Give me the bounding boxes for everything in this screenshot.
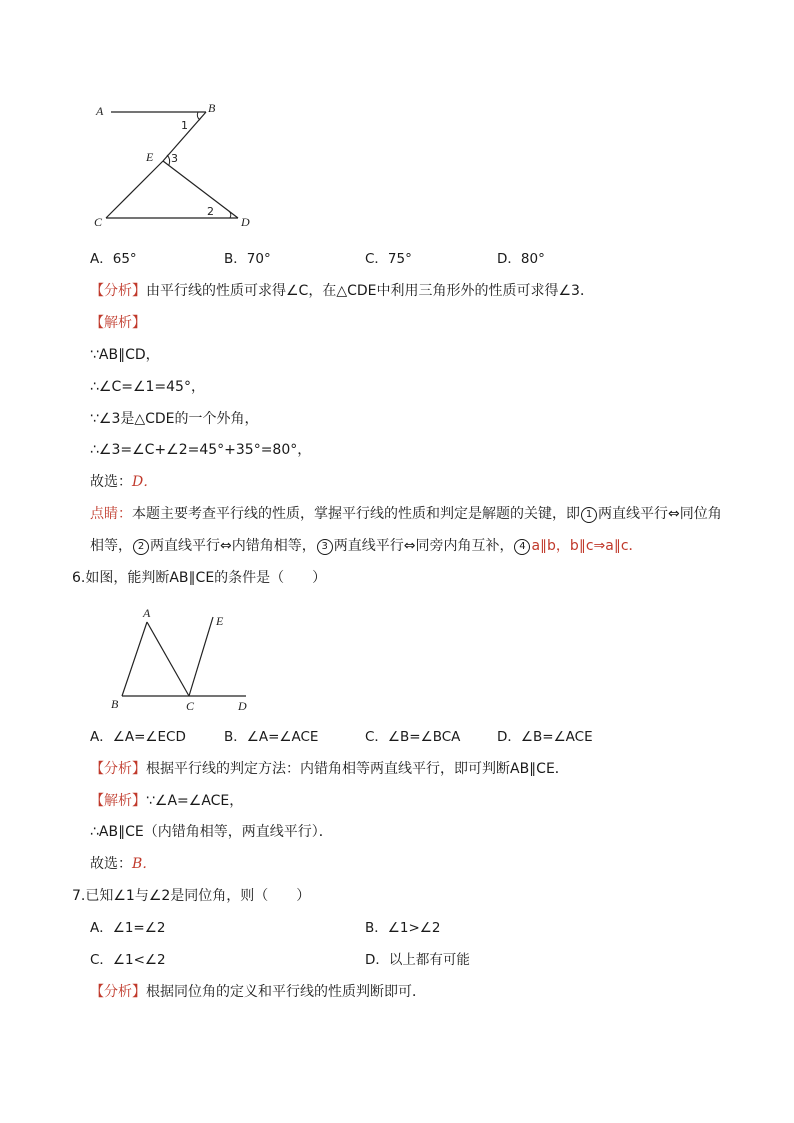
q5-option-d: D．80°	[497, 251, 545, 267]
q5-solution-tag: 【解析】	[90, 315, 146, 331]
label-d: D	[238, 699, 247, 713]
label-3: 3	[171, 152, 178, 165]
q7-option-a: A．∠1=∠2	[90, 920, 166, 936]
label-d: D	[241, 215, 250, 229]
q6-option-d: D．∠B=∠ACE	[497, 729, 593, 745]
circled-number-4: 4	[514, 539, 530, 555]
answer-value: D．	[132, 474, 158, 490]
answer-label: 故选：	[90, 474, 132, 490]
q5-note-line-2	[90, 536, 643, 556]
note-text-1a: 本题主要考查平行线的性质，掌握平行线的性质和判定是解题的关键，即	[132, 506, 580, 522]
q6-analysis	[90, 759, 569, 779]
analysis-tag: 【分析】	[90, 984, 146, 1000]
q5-option-b: B．70°	[224, 251, 271, 267]
label-1: 1	[181, 119, 188, 132]
q5-option-a: A．65°	[90, 251, 137, 267]
solution-tag: 【解析】	[90, 793, 146, 809]
q6-step-2: ∴AB∥CE（内错角相等，两直线平行）．	[90, 824, 333, 840]
q5-step-2: ∴∠C=∠1=45°，	[90, 379, 205, 395]
q6-stem: 6.如图，能判断AB∥CE的条件是（ ）	[72, 570, 327, 586]
q5-note-line-1	[90, 504, 722, 524]
q6-answer	[90, 854, 156, 874]
q5-figure	[88, 95, 268, 235]
q7-option-c: C．∠1<∠2	[90, 952, 166, 968]
q6-option-c: C．∠B=∠BCA	[365, 729, 461, 745]
label-2: 2	[207, 205, 214, 218]
q5-analysis	[90, 281, 594, 301]
label-e: E	[216, 614, 224, 628]
note-text-2d: a∥b，b∥c⇒a∥c．	[531, 538, 643, 554]
q5-option-c: C．75°	[365, 251, 412, 267]
analysis-tag: 【分析】	[90, 761, 146, 777]
q6-option-b: B．∠A=∠ACE	[224, 729, 319, 745]
label-b: B	[111, 697, 119, 711]
q7-analysis	[90, 982, 426, 1002]
circled-number-3: 3	[317, 539, 333, 555]
segment-ba	[122, 622, 147, 696]
q5-step-4: ∴∠3=∠C+∠2=45°+35°=80°，	[90, 442, 312, 458]
q7-stem: 7.已知∠1与∠2是同位角，则（ ）	[72, 888, 311, 904]
label-c: C	[186, 699, 195, 713]
segment-ed	[163, 161, 238, 218]
q6-solution	[90, 791, 243, 811]
q7-option-b: B．∠1>∠2	[365, 920, 441, 936]
analysis-text: 根据同位角的定义和平行线的性质判断即可．	[146, 984, 426, 1000]
note-text-2c: 两直线平行⇔同旁内角互补，	[333, 538, 514, 554]
answer-label: 故选：	[90, 856, 132, 872]
label-e: E	[146, 150, 154, 164]
q5-step-1: ∵AB∥CD，	[90, 347, 160, 363]
q5-step-3: ∵∠3是△CDE的一个外角，	[90, 411, 259, 427]
note-text-1b: 两直线平行⇔同位角	[598, 506, 722, 522]
note-tag: 点睛：	[90, 506, 132, 522]
q7-option-d: D．以上都有可能	[365, 952, 470, 968]
note-text-2a: 相等，	[90, 538, 132, 554]
circled-number-2: 2	[133, 539, 149, 555]
q5-answer	[90, 472, 157, 492]
analysis-text: 根据平行线的判定方法：内错角相等两直线平行，即可判断AB∥CE．	[146, 761, 569, 777]
q6-option-a: A．∠A=∠ECD	[90, 729, 186, 745]
label-b: B	[208, 101, 216, 115]
analysis-tag: 【分析】	[90, 283, 146, 299]
segment-ec	[106, 161, 163, 218]
label-a: A	[143, 606, 151, 620]
analysis-text: 由平行线的性质可求得∠C，在△CDE中利用三角形外的性质可求得∠3．	[146, 283, 594, 299]
segment-ac	[147, 622, 189, 696]
segment-ce	[189, 617, 213, 696]
q6-figure	[105, 600, 265, 715]
circled-number-1: 1	[581, 507, 597, 523]
label-a: A	[96, 104, 104, 118]
label-c: C	[94, 215, 103, 229]
step-1: ∵∠A=∠ACE，	[146, 793, 244, 809]
answer-value: B．	[132, 856, 157, 872]
note-text-2b: 两直线平行⇔内错角相等，	[150, 538, 316, 554]
